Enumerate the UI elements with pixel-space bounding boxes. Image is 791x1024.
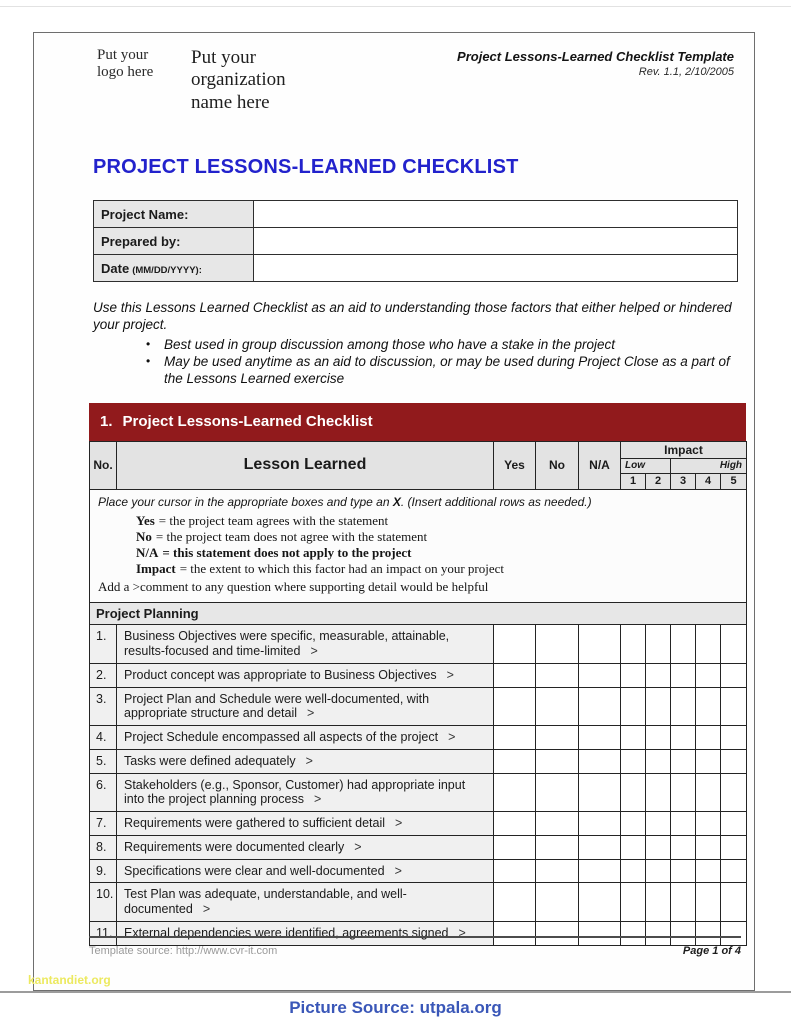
cell-impact-1[interactable] (621, 773, 646, 812)
bullet-item: • May be used anytime as an aid to discussion, or may be used during Project Close as a part of the Lessons Learned exercise (146, 353, 730, 386)
cell-yes[interactable] (494, 883, 536, 922)
cell-impact-1[interactable] (621, 625, 646, 664)
legend (90, 489, 747, 602)
cell-impact-3[interactable] (671, 749, 696, 773)
watermark-corner: kantandiet.org (28, 973, 111, 987)
item-number: 3. (90, 687, 117, 726)
document-page (33, 32, 755, 991)
cell-yes[interactable] (494, 663, 536, 687)
letterhead-right (457, 47, 734, 78)
legend-intro: Place your cursor in the appropriate boxes and type an X. (Insert additional rows as needed.) (98, 494, 592, 509)
item-number: 11. (90, 921, 117, 945)
cell-yes[interactable] (494, 726, 536, 750)
cell-na[interactable] (579, 749, 621, 773)
checklist-row-4 (90, 726, 747, 750)
item-number: 10. (90, 883, 117, 922)
comment-marker: > (354, 839, 362, 854)
comment-marker: > (313, 792, 322, 807)
document-revision: Rev. 1.1, 2/10/2005 (638, 66, 734, 78)
item-number: 5. (90, 749, 117, 773)
cell-impact-3[interactable] (671, 773, 696, 812)
cell-na[interactable] (579, 835, 621, 859)
comment-marker: > (395, 816, 403, 831)
legend-def-yes: Yes = the project team agrees with the statement (136, 512, 389, 528)
project-info-table (93, 200, 738, 282)
checklist-row-8 (90, 835, 747, 859)
cell-impact-1[interactable] (621, 687, 646, 726)
bottom-divider (0, 991, 791, 993)
cell-no[interactable] (536, 835, 579, 859)
legend-note: Add a >comment to any question where supporting detail would be helpful (98, 579, 489, 595)
intro-lead: Use this Lessons Learned Checklist as an aid to understanding those factors that either helped or hindered your project. (93, 300, 732, 333)
checklist-row-6 (90, 773, 747, 812)
comment-marker: > (202, 902, 211, 917)
cell-impact-5[interactable] (721, 835, 747, 859)
cell-yes[interactable] (494, 749, 536, 773)
cell-impact-5[interactable] (721, 726, 747, 750)
date-value[interactable] (254, 255, 738, 282)
cell-impact-1[interactable] (621, 812, 646, 836)
lesson-text: Business Objectives were specific, measurable, attainable, results-focused and time-limited (124, 629, 450, 659)
cell-impact-2[interactable] (646, 687, 671, 726)
cell-impact-2[interactable] (646, 883, 671, 922)
page-number: Page 1 of 4 (682, 945, 741, 957)
cell-impact-2[interactable] (646, 663, 671, 687)
prepared-by-label: Prepared by: (94, 228, 254, 255)
cell-no[interactable] (536, 625, 579, 664)
page-title: PROJECT LESSONS-LEARNED CHECKLIST (93, 156, 519, 179)
cell-na[interactable] (579, 883, 621, 922)
comment-marker: > (305, 753, 313, 768)
bullet-item: • Best used in group discussion among those who have a stake in the project (146, 336, 616, 352)
item-number: 8. (90, 835, 117, 859)
info-row-date (94, 255, 738, 282)
cell-impact-4[interactable] (696, 883, 721, 922)
date-label: Date (MM/DD/YYYY): (94, 255, 254, 282)
checklist-row-7 (90, 812, 747, 836)
lesson-text: External dependencies were identified, agreements signed (124, 925, 449, 940)
lesson-text: Project Schedule encompassed all aspects of the project (124, 730, 439, 745)
lesson-text: Requirements were gathered to sufficient detail (124, 816, 386, 831)
prepared-by-value[interactable] (254, 228, 738, 255)
cell-impact-4[interactable] (696, 663, 721, 687)
checklist-table (89, 441, 747, 946)
column-header-lesson: Lesson Learned (117, 441, 494, 489)
item-number: 2. (90, 663, 117, 687)
date-format-note: (MM/DD/YYYY): (132, 264, 202, 276)
section-number: 1. (100, 413, 113, 431)
item-number: 4. (90, 726, 117, 750)
checklist-row-10 (90, 883, 747, 922)
impact-scale-2: 2 (646, 473, 671, 489)
lesson-text: Project Plan and Schedule were well-documented, with appropriate structure and detail (124, 691, 430, 721)
cell-impact-4[interactable] (696, 625, 721, 664)
legend-row (90, 489, 747, 602)
info-row-prepared-by (94, 228, 738, 255)
cell-impact-2[interactable] (646, 749, 671, 773)
logo-placeholder: Put your logo here (97, 47, 154, 81)
cell-na[interactable] (579, 773, 621, 812)
organization-placeholder: Put your organization name here (191, 47, 286, 113)
cell-impact-3[interactable] (671, 883, 696, 922)
cell-impact-4[interactable] (696, 687, 721, 726)
legend-def-no: No = the project team does not agree with the statement (136, 528, 428, 544)
group-title: Project Planning (90, 603, 747, 625)
project-name-value[interactable] (254, 201, 738, 228)
checklist-row-2 (90, 663, 747, 687)
comment-marker: > (448, 730, 456, 745)
cell-impact-3[interactable] (671, 663, 696, 687)
bullet-icon: • (146, 336, 151, 351)
cell-impact-1[interactable] (621, 749, 646, 773)
column-header-no: No. (90, 441, 117, 489)
cell-impact-4[interactable] (696, 749, 721, 773)
cell-impact-2[interactable] (646, 773, 671, 812)
lesson-text: Tasks were defined adequately (124, 753, 296, 768)
cell-impact-4[interactable] (696, 859, 721, 883)
impact-scale-4: 4 (696, 473, 721, 489)
comment-marker: > (394, 863, 402, 878)
cell-yes[interactable] (494, 773, 536, 812)
cell-impact-3[interactable] (671, 687, 696, 726)
picture-source-caption: Picture Source: utpala.org (289, 998, 502, 1017)
column-header-na: N/A (579, 441, 621, 489)
cell-impact-2[interactable] (646, 625, 671, 664)
cell-impact-5[interactable] (721, 687, 747, 726)
cell-impact-3[interactable] (671, 812, 696, 836)
cell-impact-2[interactable] (646, 835, 671, 859)
cell-na[interactable] (579, 663, 621, 687)
column-header-yes: Yes (494, 441, 536, 489)
impact-scale-5: 5 (721, 473, 747, 489)
cell-impact-2[interactable] (646, 726, 671, 750)
cell-impact-5[interactable] (721, 625, 747, 664)
cell-no[interactable] (536, 773, 579, 812)
cell-impact-5[interactable] (721, 883, 747, 922)
cell-impact-3[interactable] (671, 859, 696, 883)
lesson-text: Specifications were clear and well-documented (124, 863, 385, 878)
header-row (90, 441, 747, 458)
cell-na[interactable] (579, 859, 621, 883)
cell-impact-4[interactable] (696, 726, 721, 750)
cell-impact-4[interactable] (696, 812, 721, 836)
cell-no[interactable] (536, 687, 579, 726)
cell-no[interactable] (536, 726, 579, 750)
cell-no[interactable] (536, 883, 579, 922)
cell-yes[interactable] (494, 625, 536, 664)
lesson-text: Stakeholders (e.g., Sponsor, Customer) had appropriate input into the project planning process (124, 777, 466, 807)
template-source: Template source: http://www.cvr-it.com (89, 945, 278, 957)
group-header-row (90, 603, 747, 625)
section-header-band (89, 403, 746, 441)
project-name-label: Project Name: (94, 201, 254, 228)
intro-bullets (93, 336, 743, 387)
cell-impact-5[interactable] (721, 812, 747, 836)
item-number: 9. (90, 859, 117, 883)
legend-def-impact: Impact = the extent to which this factor had an impact on your project (136, 560, 505, 576)
checklist-row-1 (90, 625, 747, 664)
cell-na[interactable] (579, 625, 621, 664)
cell-na[interactable] (579, 726, 621, 750)
cell-impact-2[interactable] (646, 859, 671, 883)
comment-marker: > (307, 706, 315, 721)
column-header-impact: Impact (621, 441, 747, 458)
item-number: 6. (90, 773, 117, 812)
cell-no[interactable] (536, 749, 579, 773)
scan-edge-line (0, 6, 791, 7)
item-number: 7. (90, 812, 117, 836)
cell-impact-1[interactable] (621, 726, 646, 750)
cell-yes[interactable] (494, 835, 536, 859)
checklist-row-5 (90, 749, 747, 773)
cell-impact-1[interactable] (621, 883, 646, 922)
cell-na[interactable] (579, 687, 621, 726)
cell-impact-4[interactable] (696, 773, 721, 812)
page-footer (89, 936, 741, 957)
cell-impact-1[interactable] (621, 663, 646, 687)
letterhead (97, 47, 734, 114)
impact-low-label: Low (621, 458, 671, 473)
type-x-hint: X (392, 494, 401, 509)
lesson-text: Requirements were documented clearly (124, 839, 345, 854)
impact-scale-3: 3 (671, 473, 696, 489)
legend-def-na: N/A = this statement does not apply to the project (136, 544, 412, 560)
comment-marker: > (446, 667, 454, 682)
comment-marker: > (458, 925, 466, 940)
item-number: 1. (90, 625, 117, 664)
cell-no[interactable] (536, 859, 579, 883)
column-header-no-answer: No (536, 441, 579, 489)
cell-impact-5[interactable] (721, 749, 747, 773)
cell-na[interactable] (579, 812, 621, 836)
info-row-project-name (94, 201, 738, 228)
cell-impact-3[interactable] (671, 835, 696, 859)
cell-yes[interactable] (494, 687, 536, 726)
document-title: Project Lessons-Learned Checklist Template (457, 49, 734, 64)
cell-yes[interactable] (494, 859, 536, 883)
cell-impact-5[interactable] (721, 859, 747, 883)
cell-no[interactable] (536, 812, 579, 836)
cell-no[interactable] (536, 663, 579, 687)
impact-high-label: High (671, 458, 747, 473)
impact-scale-1: 1 (621, 473, 646, 489)
section-title: Project Lessons-Learned Checklist (122, 413, 373, 431)
bullet-icon: • (146, 353, 151, 368)
cell-impact-1[interactable] (621, 859, 646, 883)
lesson-text: Test Plan was adequate, understandable, and well-documented (124, 887, 407, 917)
cell-impact-3[interactable] (671, 625, 696, 664)
cell-yes[interactable] (494, 812, 536, 836)
cell-impact-3[interactable] (671, 726, 696, 750)
comment-marker: > (310, 644, 318, 659)
intro-paragraph (93, 299, 743, 387)
cell-impact-5[interactable] (721, 663, 747, 687)
checklist-row-9 (90, 859, 747, 883)
cell-impact-1[interactable] (621, 835, 646, 859)
cell-impact-2[interactable] (646, 812, 671, 836)
lesson-text: Product concept was appropriate to Business Objectives (124, 667, 437, 682)
checklist-row-3 (90, 687, 747, 726)
cell-impact-4[interactable] (696, 835, 721, 859)
cell-impact-5[interactable] (721, 773, 747, 812)
